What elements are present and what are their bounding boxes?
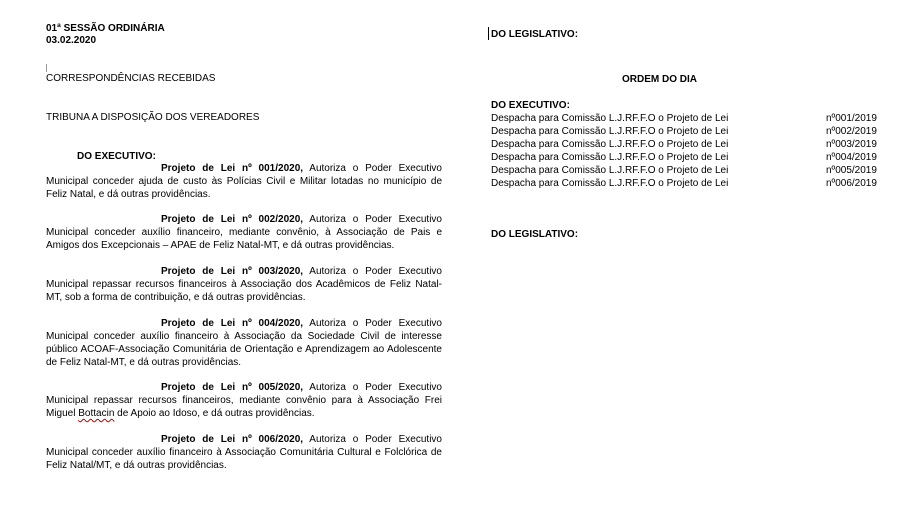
dispatch-row: Despacha para Comissão L.J.RF.F.O o Projeto de Lei nº005/2019 <box>491 165 877 176</box>
bill-paragraph <box>46 265 442 304</box>
dispatch-row: Despacha para Comissão L.J.RF.F.O o Projeto de Lei nº001/2019 <box>491 113 877 124</box>
bill-text: de Apoio ao Idoso, e dá outras providências. <box>114 408 315 419</box>
dispatch-row: Despacha para Comissão L.J.RF.F.O o Projeto de Lei nº004/2019 <box>491 152 877 163</box>
dispatch-row: Despacha para Comissão L.J.RF.F.O o Projeto de Lei nº006/2019 <box>491 178 877 189</box>
bill-paragraph <box>46 162 442 201</box>
session-date: 03.02.2020 <box>46 35 97 46</box>
tribune-heading: TRIBUNA A DISPOSIÇÃO DOS VEREADORES <box>46 112 260 123</box>
bill-paragraph <box>46 433 442 472</box>
bill-paragraph <box>46 317 442 369</box>
bill-text: Autoriza o Poder Executivo Municipal repassar recursos financeiros à Associação dos Acadêmicos de Feliz Natal-MT, sob a forma de contribuição, e dá outras providências. <box>46 266 442 303</box>
dispatch-list <box>491 112 884 190</box>
legislative-heading-top: DO LEGISLATIVO: <box>491 29 579 40</box>
bill-title: Projeto de Lei nº 006/2020, <box>161 434 304 445</box>
bill-title: Projeto de Lei nº 005/2020, <box>161 382 304 393</box>
bill-title: Projeto de Lei nº 003/2020, <box>161 266 304 277</box>
executive-heading-right: DO EXECUTIVO: <box>491 100 570 111</box>
spellcheck-marked-word[interactable]: Bottacin <box>78 408 115 419</box>
bill-paragraph <box>46 381 442 420</box>
correspondence-heading: CORRESPONDÊNCIAS RECEBIDAS <box>46 73 216 84</box>
text-cursor-mark <box>488 27 489 40</box>
legislative-heading-bottom: DO LEGISLATIVO: <box>491 229 579 240</box>
bill-title: Projeto de Lei nº 004/2020, <box>161 318 304 329</box>
order-of-day-title: ORDEM DO DIA <box>622 74 697 85</box>
bill-text: Autoriza o Poder Executivo Municipal conceder auxílio financeiro à Associação Comunitária Cultural e Folclórica de Feliz Natal/MT, e dá outras providências. <box>46 434 442 471</box>
bill-text: Autoriza o Poder Executivo Municipal conceder auxílio financeiro, mediante convênio, à Associação de Pais e Amigos dos Excepcionais – APAE de Feliz Natal-MT, e dá outras providências. <box>46 214 442 251</box>
dispatch-row: Despacha para Comissão L.J.RF.F.O o Projeto de Lei nº002/2019 <box>491 126 877 137</box>
text-cursor-mark <box>46 64 47 72</box>
dispatch-row: Despacha para Comissão L.J.RF.F.O o Projeto de Lei nº003/2019 <box>491 139 877 150</box>
bill-text: Autoriza o Poder Executivo Municipal conceder auxílio financeiro à Associação da Sociedade Civil de interesse público ACOAF-Associação Comunitária de Orientação e Aprendizagem ao Adolescente de Feliz Natal-MT, e dá outras providências. <box>46 318 442 368</box>
bill-title: Projeto de Lei nº 002/2020, <box>161 214 304 225</box>
session-title: 01ª SESSÃO ORDINÁRIA <box>46 23 165 34</box>
bill-text: Autoriza o Poder Executivo Municipal repassar recursos financeiros, mediante convênio para à Associação Frei Miguel <box>46 382 442 419</box>
bill-paragraph <box>46 213 442 252</box>
executive-heading-left: DO EXECUTIVO: <box>77 151 156 162</box>
bill-title: Projeto de Lei nº 001/2020, <box>161 163 304 174</box>
bill-text: Autoriza o Poder Executivo Municipal conceder ajuda de custo às Polícias Civil e Militar lotadas no município de Feliz Natal, e dá outras providências. <box>46 163 442 200</box>
